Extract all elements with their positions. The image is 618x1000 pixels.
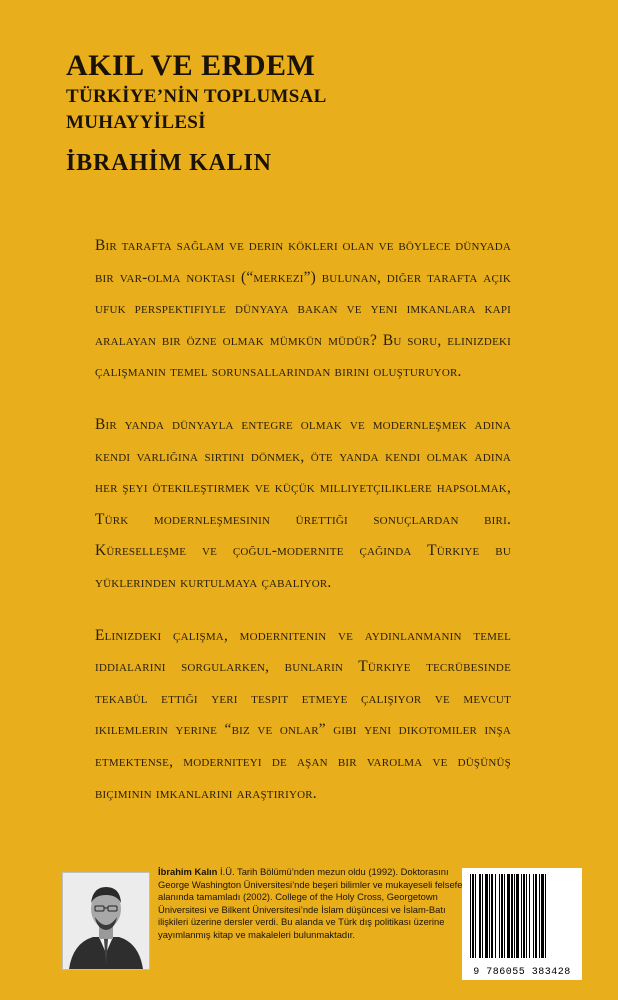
author-name: İBRAHİM KALIN [66,150,272,176]
blurb-paragraph: Bir tarafta sağlam ve derin kökleri olan ve böylece dünyada bir var-olma noktası (“merkezi”) bulunan, diğer tarafta açık ufuk perspektifiyle dünyaya bakan ve yeni imkanlara kapı aralayan bir özne olmak mümkün müdür? Bu soru, elinizdeki çalışmanın temel sorunsallarından birini oluşturuyor. [95,237,511,381]
book-subtitle-line1: TÜRKİYE’NİN TOPLUMSAL [66,86,327,107]
barcode-icon [462,868,582,964]
blurb [95,230,511,830]
author-bio-text [158,866,468,942]
author-bio-name: İbrahim Kalın [158,866,218,877]
author-photo [62,872,150,970]
isbn-barcode [462,868,582,980]
book-subtitle-line2: MUHAYYİLESİ [66,112,206,133]
isbn-number: 9 786055 383428 [473,967,571,978]
blurb-paragraph: Bir yanda dünyayla entegre olmak ve modernleşmek adına kendi varlığına sırtını dönmek, öte yanda kendi olmak adına her şeyi ötekileştirmek ve küçük milliyetçiliklere hapsolmak, Türk modernleşmesinin ürettiği sonuçlardan biri. Küreselleşme ve çoğul-modernite çağında Türkiye bu yüklerinden kurtulmaya çabalıyor. [95,415,511,591]
blurb-paragraph: Elinizdeki çalışma, modernitenin ve aydınlanmanın temel iddialarını sorgularken, bunların Türkiye tecrübesinde tekabül ettiği yeri tespit etmeye çalışıyor ve mevcut ikilemlerin yerine “biz ve onlar” gibi yeni dikotomiler inşa etmektense, moderniteyi de aşan bir varolma ve düşünüş biçiminin imkanlarını araştırıyor. [95,626,511,802]
title-block [66,50,566,177]
book-title: AKIL VE ERDEM [66,49,316,82]
author-bio-body: İ.Ü. Tarih Bölümü’nden mezun oldu (1992). Doktorasını George Washington Üniversitesi’nde beşeri bilimler ve mukayeseli felsefe alanında tamamladı (2002). College of the Holy Cross, Georgetown Üniversitesi ve Bilkent Üniversitesi’nde İslam düşüncesi ve İslam-Batı ilişkileri üzerine dersler verdi. Bu alanda ve Türk dış politikası üzerine yayımlanmış kitap ve makaleleri bulunmaktadır. [158,866,463,940]
